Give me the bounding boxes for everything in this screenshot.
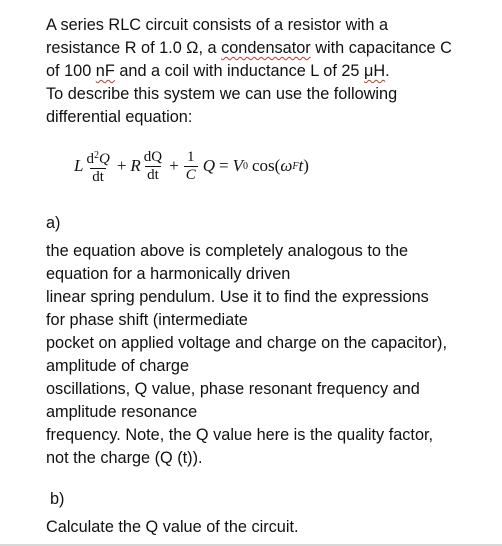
part-a-line-10: not the charge (Q (t)). [46,449,203,467]
eq-d: d [86,150,94,167]
eq-one: 1 [186,148,195,165]
intro-line-3-c: and a coil with inductance L of 25 [114,62,365,80]
intro-line-2 [46,37,452,59]
eq-plus-2: + [169,156,179,175]
eq-resistance-symbol: R [130,156,141,175]
spellcheck-word-uh: μH [364,62,386,80]
eq-plus-1: + [116,156,127,175]
intro-line-3 [46,60,390,82]
differential-equation [74,142,309,190]
eq-close-paren: ) [303,156,309,175]
eq-second-derivative-fraction [84,147,111,186]
part-a-line-8: amplitude resonance [46,403,198,421]
part-a-line-1: the equation above is completely analogous to the [46,242,409,260]
part-b-label: b) [50,490,65,508]
intro-line-2-a: resistance R of 1.0 Ω, a [46,39,222,57]
spellcheck-word-condensator: condensator [221,39,311,57]
eq-capacitance-symbol: C [185,166,196,183]
eq-inductance-symbol: L [74,156,84,175]
eq-inverse-capacitance-fraction [184,149,198,184]
spellcheck-word-nf: nF [95,62,115,80]
eq-omega: ω [280,156,293,175]
part-a-line-5: pocket on applied voltage and charge on the capacitor), [46,334,447,352]
intro-line-3-a: of 100 [46,62,96,80]
eq-charge-q2: Q [202,156,216,175]
eq-first-derivative-denominator: dt [147,166,159,183]
eq-first-derivative-numerator: dQ [143,148,163,165]
part-a-line-9: frequency. Note, the Q value here is the quality factor, [46,426,434,444]
intro-line-3-e: . [385,62,390,80]
part-a-line-4: for phase shift (intermediate [46,311,248,329]
part-a-line-6: amplitude of charge [46,357,190,375]
eq-charge-q1: Q [98,150,110,167]
intro-line-5: differential equation: [46,108,193,126]
eq-second-derivative-denominator: dt [92,168,104,185]
eq-omega-subscript: F [292,160,299,172]
intro-line-4: To describe this system we can use the following [46,85,398,103]
eq-voltage-subscript: 0 [243,160,249,172]
part-a-line-7: oscillations, Q value, phase resonant frequency and [46,380,420,398]
part-b-line-1: Calculate the Q value of the circuit. [46,518,299,536]
eq-time: t [298,156,304,175]
part-a-line-3: linear spring pendulum. Use it to find the expressions [46,288,429,306]
eq-squared: 2 [93,149,99,161]
eq-equals: = [219,156,229,175]
intro-line-1: A series RLC circuit consists of a resistor with a [46,16,389,34]
eq-voltage-symbol: V [232,156,244,175]
eq-second-derivative-numerator [84,147,111,168]
eq-cos: cos( [252,156,281,175]
intro-line-2-c: with capacitance C [310,39,452,57]
part-a-line-2: equation for a harmonically driven [46,265,291,283]
eq-first-derivative-fraction [142,149,164,184]
part-a-label: a) [46,214,61,232]
